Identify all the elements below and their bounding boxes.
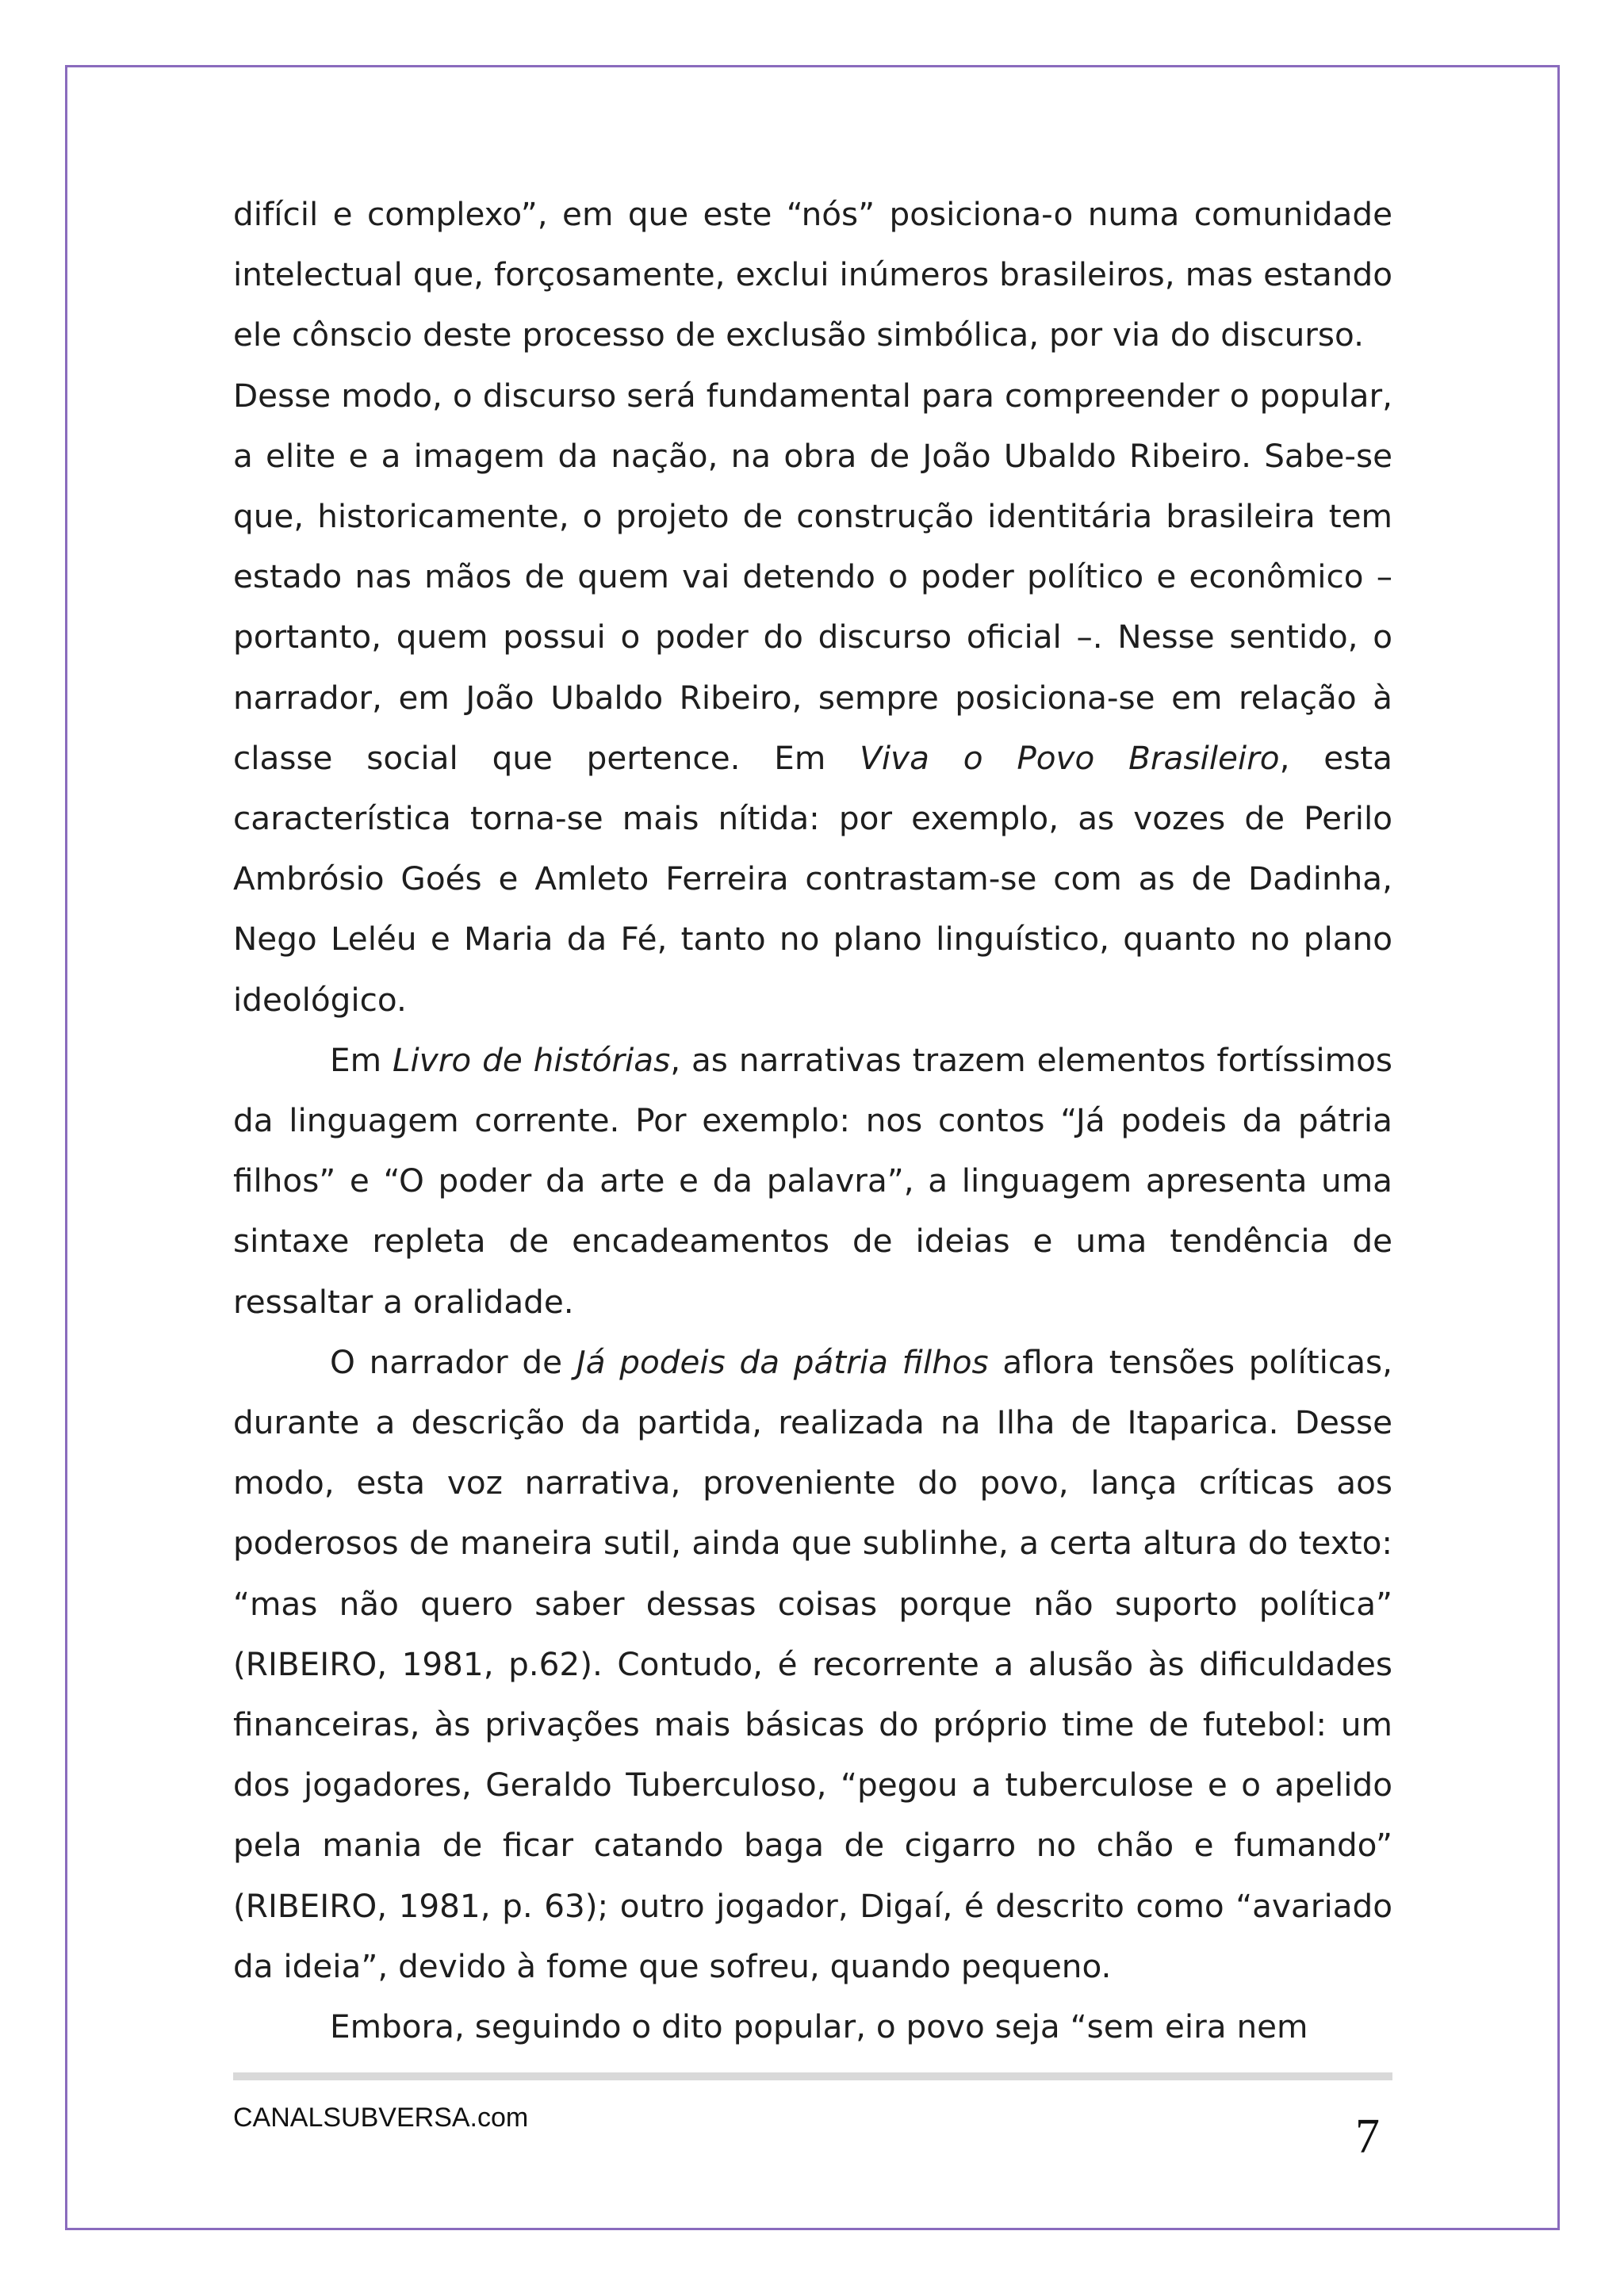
text-run: , as narrativas trazem elementos fortíssimos da linguagem corrente. Por exemplo: nos contos “Já podeis da pátria filhos” e “O poder da arte e da palavra”, a linguagem apresenta uma sintaxe repleta de encadeamentos de ideias e uma tendência de ressaltar a oralidade. [233,1040,1392,1321]
document-body [233,184,1392,2057]
paragraph [233,365,1392,1030]
text-run: Embora, seguindo o dito popular, o povo seja “sem eira nem [330,2007,1308,2046]
italic-title: Viva o Povo Brasileiro [860,738,1280,777]
paragraph [233,184,1392,365]
text-run: difícil e complexo”, em que este “nós” posiciona-o numa comunidade intelectual que, forçosamente, exclui inúmeros brasileiros, mas estando ele cônscio deste processo de exclusão simbólica, por via do discurso. [233,195,1392,354]
italic-title: Livro de histórias [392,1040,671,1079]
page-number: 7 [1355,2110,1380,2164]
italic-title: Já podeis da pátria filhos [576,1342,989,1381]
paragraph [233,1030,1392,1332]
text-run: aflora tensões políticas, durante a descrição da partida, realizada na Ilha de Itaparica. Desse modo, esta voz narrativa, proveniente do povo, lança críticas aos poderosos de maneira sutil, ainda que sublinhe, a certa altura do texto: “mas não quero saber dessas coisas porque não suporto política” (RIBEIRO, 1981, p.62). Contudo, é recorrente a alusão às dificuldades financeiras, às privações mais básicas do próprio time de futebol: um dos jogadores, Geraldo Tuberculoso, “pegou a tuberculose e o apelido pela mania de ficar catando baga de cigarro no chão e fumando” (RIBEIRO, 1981, p. 63); outro jogador, Digaí, é descrito como “avariado da ideia”, devido à fome que sofreu, quando pequeno. [233,1342,1392,1985]
paragraph [233,1996,1392,2057]
text-run: Desse modo, o discurso será fundamental para compreender o popular, a elite e a imagem da nação, na obra de João Ubaldo Ribeiro. Sabe-se que, historicamente, o projeto de construção identitária brasileira tem estado nas mãos de quem vai detendo o poder político e econômico – portanto, quem possui o poder do discurso oficial –. Nesse sentido, o narrador, em João Ubaldo Ribeiro, sempre posiciona-se em relação à classe social que pertence. Em [233,376,1392,777]
text-run: Em [330,1040,393,1079]
text-run: , esta característica torna-se mais nítida: por exemplo, as vozes de Perilo Ambrósio Goés e Amleto Ferreira contrastam-se com as de Dadinha, Nego Leléu e Maria da Fé, tanto no plano linguístico, quanto no plano ideológico. [233,738,1392,1019]
footer-site-name: CANALSUBVERSA.com [233,2103,529,2133]
text-run: O narrador de [330,1342,576,1381]
footer-divider [233,2072,1392,2080]
paragraph [233,1332,1392,1996]
